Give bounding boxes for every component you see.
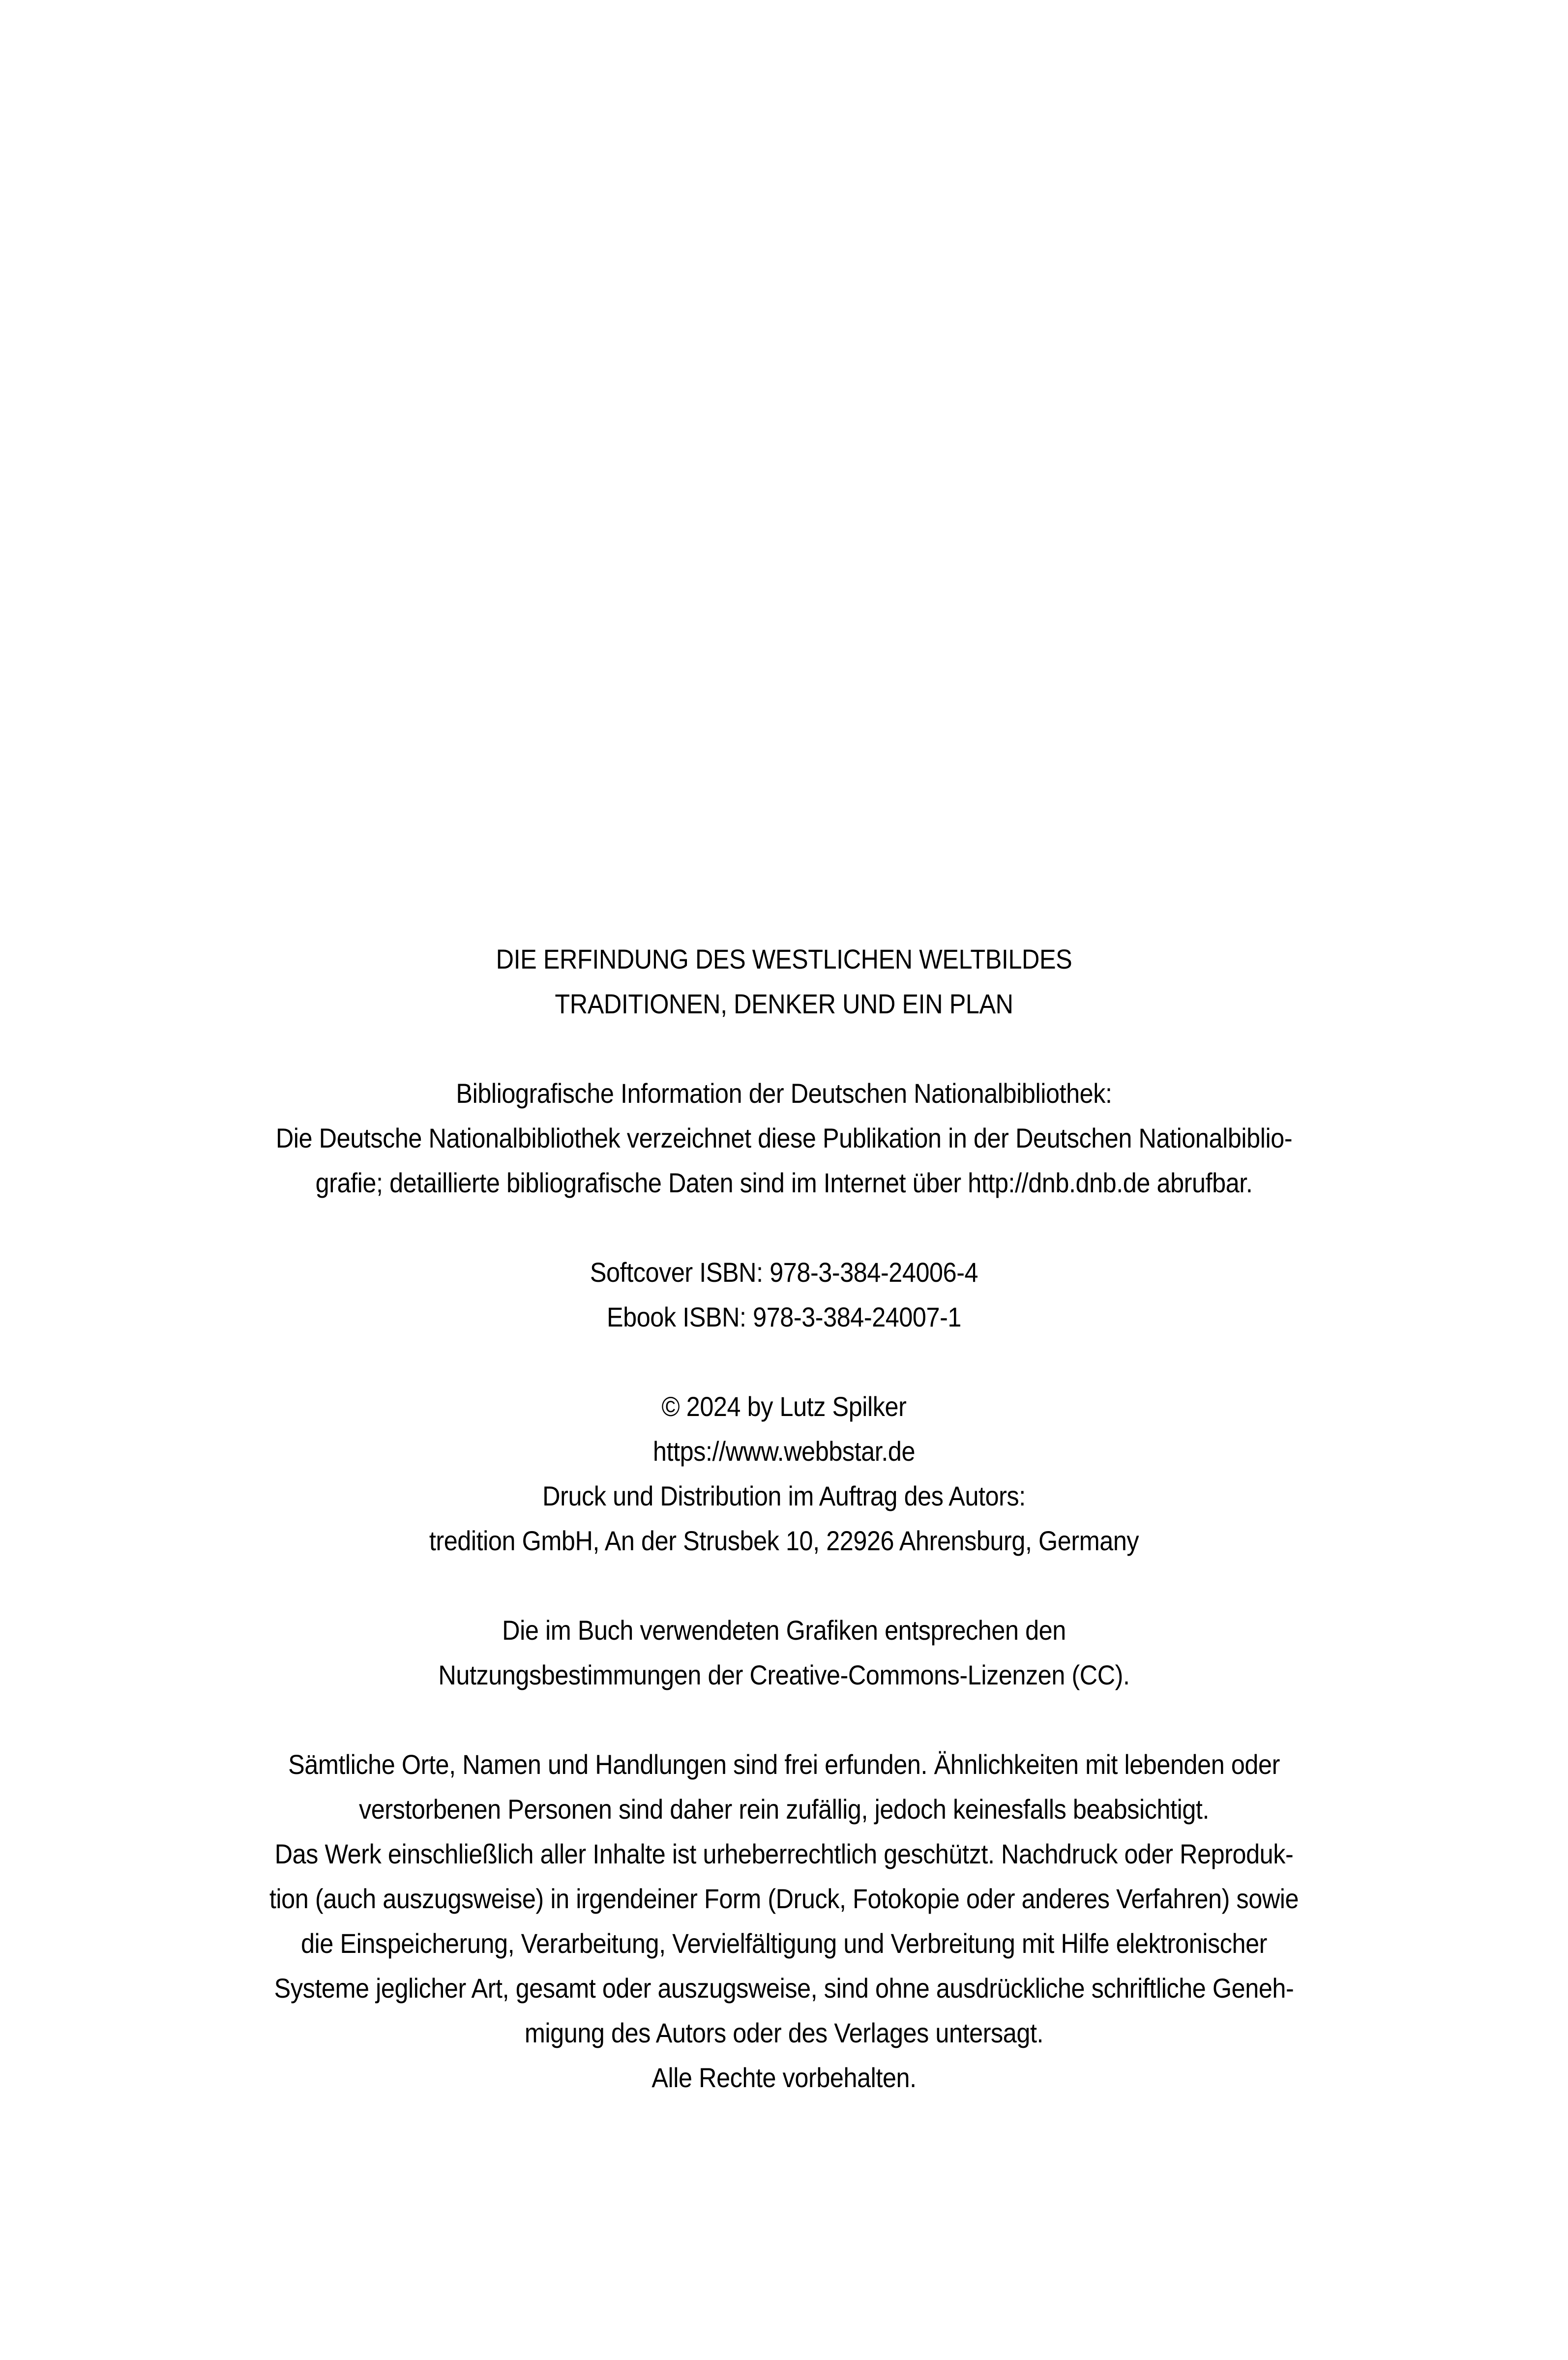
bibliography-line-1: Die Deutsche Nationalbibliothek verzeichnet diese Publikation in der Deutschen Nationalbiblio- <box>275 1122 1293 1153</box>
legal-line: migung des Autors oder des Verlages untersagt. <box>524 2017 1044 2048</box>
spacer <box>78 1026 1489 1071</box>
website-line: https://www.webbstar.de <box>652 1436 916 1467</box>
graphics-note-block <box>78 1608 1489 1697</box>
legal-line: die Einspeicherung, Verarbeitung, Vervielfältigung und Verbreitung mit Hilfe elektronischer <box>300 1928 1268 1959</box>
isbn-block <box>78 1250 1489 1339</box>
spacer <box>78 1563 1489 1608</box>
graphics-note-line-2: Nutzungsbestimmungen der Creative-Commons-Lizenzen (CC). <box>438 1659 1130 1690</box>
spacer <box>78 1697 1489 1742</box>
spacer <box>78 1339 1489 1384</box>
legal-line: Das Werk einschließlich aller Inhalte ist urheberrechtlich geschützt. Nachdruck oder Reproduk- <box>274 1838 1294 1869</box>
bibliography-line-2: grafie; detaillierte bibliografische Daten sind im Internet über http://dnb.dnb.de abrufbar. <box>315 1167 1253 1198</box>
publisher-address: tredition GmbH, An der Strusbek 10, 22926 Ahrensburg, Germany <box>429 1525 1139 1556</box>
bibliography-heading: Bibliografische Information der Deutschen Nationalbibliothek: <box>456 1078 1112 1109</box>
publisher-block <box>78 1384 1489 1563</box>
softcover-isbn: Softcover ISBN: 978-3-384-24006-4 <box>590 1257 978 1288</box>
bibliography-block <box>78 1071 1489 1205</box>
legal-line: verstorbenen Personen sind daher rein zufällig, jedoch keinesfalls beabsichtigt. <box>358 1794 1210 1825</box>
book-subtitle: TRADITIONEN, DENKER UND EIN PLAN <box>555 988 1013 1019</box>
copyright-line: © 2024 by Lutz Spilker <box>661 1391 907 1422</box>
imprint-text <box>78 937 1489 2100</box>
legal-line: tion (auch auszugsweise) in irgendeiner Form (Druck, Fotokopie oder anderes Verfahren) sowie <box>269 1883 1299 1914</box>
ebook-isbn: Ebook ISBN: 978-3-384-24007-1 <box>606 1301 962 1332</box>
legal-block <box>78 1742 1489 2100</box>
legal-line: Alle Rechte vorbehalten. <box>651 2062 917 2093</box>
legal-line: Sämtliche Orte, Namen und Handlungen sind frei erfunden. Ähnlichkeiten mit lebenden oder <box>288 1749 1280 1780</box>
book-title: DIE ERFINDUNG DES WESTLICHEN WELTBILDES <box>496 944 1072 974</box>
graphics-note-line-1: Die im Buch verwendeten Grafiken entsprechen den <box>502 1615 1066 1646</box>
legal-line: Systeme jeglicher Art, gesamt oder auszugsweise, sind ohne ausdrückliche schriftliche Geneh- <box>274 1973 1294 2004</box>
title-block <box>78 937 1489 1026</box>
print-note-line: Druck und Distribution im Auftrag des Autors: <box>542 1480 1026 1511</box>
spacer <box>78 1205 1489 1250</box>
